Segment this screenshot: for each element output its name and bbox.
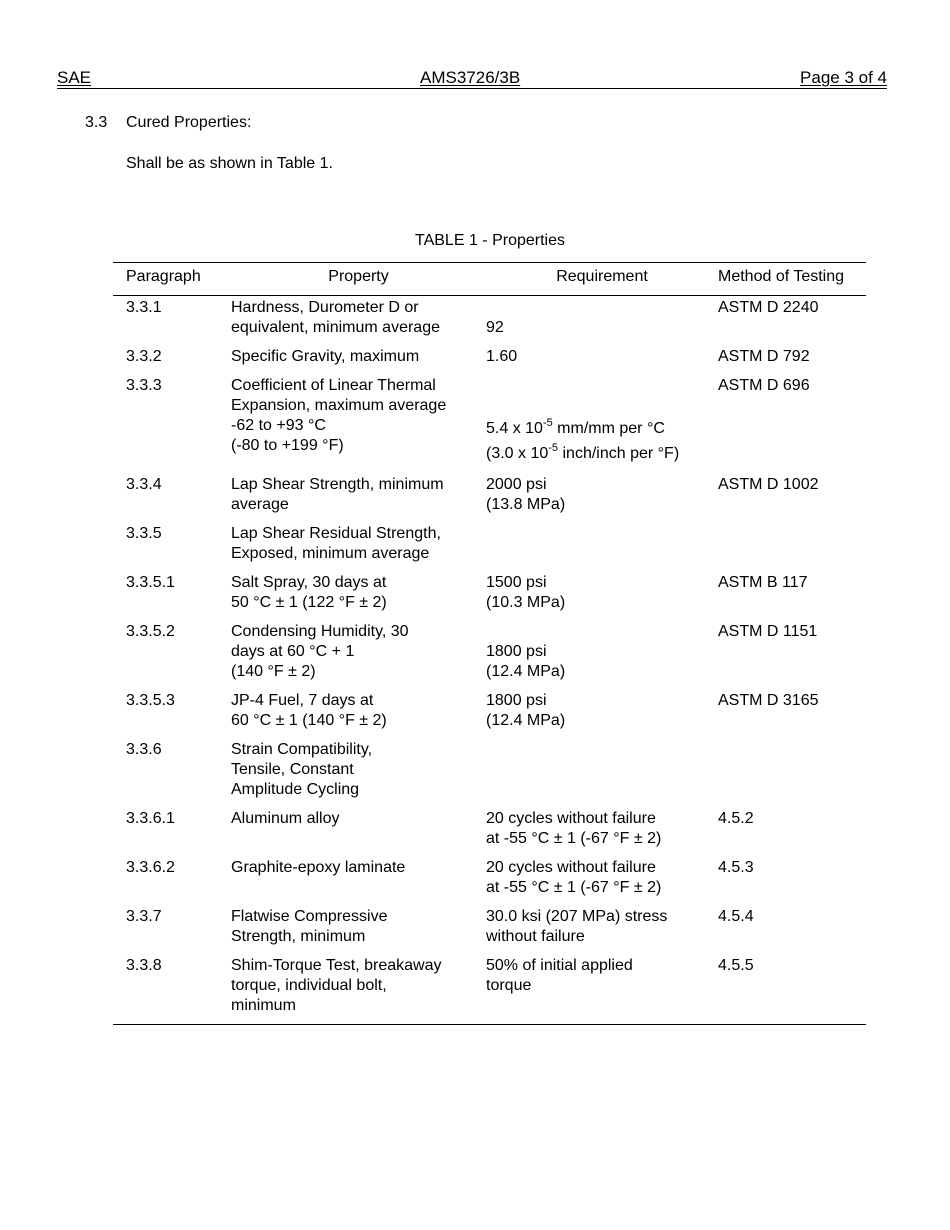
column-header-requirement: Requirement (486, 263, 718, 296)
table-row (113, 376, 866, 475)
cell-requirement (486, 376, 718, 475)
requirement-line: torque (486, 977, 532, 994)
property-line: Flatwise Compressive (231, 908, 388, 925)
requirement-base: (3.0 x 10 (486, 445, 549, 462)
cell-requirement (486, 907, 718, 956)
cell-property (231, 740, 486, 809)
property-line: Coefficient of Linear Thermal (231, 377, 436, 394)
cell-paragraph: 3.3.5.3 (126, 692, 175, 709)
cell-method: ASTM D 2240 (718, 299, 819, 316)
cell-property (231, 956, 486, 1025)
cell-requirement (486, 809, 718, 858)
cell-method: ASTM D 792 (718, 348, 810, 365)
requirement-line: (12.4 MPa) (486, 663, 566, 680)
cell-property (231, 809, 486, 858)
requirement-line: 20 cycles without failure (486, 859, 656, 876)
cell-requirement (486, 691, 718, 740)
property-line: Aluminum alloy (231, 810, 340, 827)
table-row (113, 475, 866, 524)
properties-table-wrapper (113, 262, 866, 1025)
property-line: 60 °C ± 1 (140 °F ± 2) (231, 712, 387, 729)
column-header-paragraph: Paragraph (113, 263, 231, 296)
table-row (113, 956, 866, 1025)
requirement-line: 1800 psi (486, 692, 547, 709)
property-line: Lap Shear Residual Strength, (231, 525, 441, 542)
cell-paragraph: 3.3.2 (126, 348, 162, 365)
requirement-line: 20 cycles without failure (486, 810, 656, 827)
property-line: days at 60 °C + 1 (231, 643, 355, 660)
property-line: Strain Compatibility, (231, 741, 373, 758)
cell-paragraph: 3.3.6 (126, 741, 162, 758)
cell-property (231, 475, 486, 524)
cell-requirement (486, 524, 718, 573)
property-line: 50 °C ± 1 (122 °F ± 2) (231, 594, 387, 611)
table-title: TABLE 1 - Properties (415, 232, 565, 249)
requirement-line: at -55 °C ± 1 (-67 °F ± 2) (486, 830, 662, 847)
cell-requirement (486, 956, 718, 1025)
table-row (113, 524, 866, 573)
cell-property (231, 622, 486, 691)
cell-requirement (486, 347, 718, 376)
property-line: Lap Shear Strength, minimum (231, 476, 444, 493)
cell-method: ASTM D 696 (718, 377, 810, 394)
property-line: Graphite-epoxy laminate (231, 859, 406, 876)
cell-requirement (486, 858, 718, 907)
requirement-line: 50% of initial applied (486, 957, 633, 974)
requirement-line: 1800 psi (486, 643, 547, 660)
cell-method: 4.5.5 (718, 956, 866, 1025)
property-line: Specific Gravity, maximum (231, 348, 420, 365)
section-number: 3.3 (85, 114, 108, 131)
section-title: Cured Properties: (126, 114, 252, 131)
requirement-exponent: -5 (548, 442, 559, 454)
property-line: Shim-Torque Test, breakaway (231, 957, 442, 974)
requirement-line (486, 441, 718, 466)
cell-property (231, 347, 486, 376)
cell-paragraph: 3.3.3 (126, 377, 162, 394)
requirement-line: (12.4 MPa) (486, 712, 566, 729)
cell-method: ASTM D 3165 (718, 692, 819, 709)
requirement-line: (10.3 MPa) (486, 594, 566, 611)
property-line: torque, individual bolt, (231, 977, 387, 994)
requirement-base: 5.4 x 10 (486, 420, 543, 437)
cell-paragraph: 3.3.5.1 (126, 574, 175, 591)
property-line: Salt Spray, 30 days at (231, 574, 387, 591)
property-line: (-80 to +199 °F) (231, 437, 344, 454)
table-row (113, 622, 866, 691)
cell-requirement (486, 740, 718, 809)
cell-requirement (486, 573, 718, 622)
cell-paragraph: 3.3.6.2 (126, 859, 175, 876)
table-row (113, 907, 866, 956)
property-line: Strength, minimum (231, 928, 366, 945)
section-body: Shall be as shown in Table 1. (126, 155, 333, 172)
property-line: Tensile, Constant (231, 761, 354, 778)
property-line: average (231, 496, 289, 513)
table-header-row (113, 263, 866, 296)
requirement-line: 2000 psi (486, 476, 547, 493)
property-line: Exposed, minimum average (231, 545, 430, 562)
cell-requirement (486, 475, 718, 524)
property-line: (140 °F ± 2) (231, 663, 316, 680)
cell-method: ASTM B 117 (718, 574, 808, 591)
cell-paragraph: 3.3.1 (126, 299, 162, 316)
header-page-number: Page 3 of 4 (800, 68, 887, 87)
table-body (113, 296, 866, 1025)
cell-requirement (486, 296, 718, 348)
cell-paragraph: 3.3.5 (126, 525, 162, 542)
cell-paragraph: 3.3.8 (113, 956, 231, 1025)
properties-table (113, 262, 866, 1025)
requirement-line: (13.8 MPa) (486, 496, 566, 513)
cell-paragraph: 3.3.6.1 (126, 810, 175, 827)
cell-method: ASTM D 1002 (718, 476, 819, 493)
table-row (113, 740, 866, 809)
table-row (113, 858, 866, 907)
column-header-property: Property (231, 263, 486, 296)
table-row (113, 296, 866, 348)
requirement-line: 92 (486, 319, 504, 336)
cell-property (231, 858, 486, 907)
property-line: -62 to +93 °C (231, 417, 326, 434)
cell-property (231, 296, 486, 348)
cell-property (231, 524, 486, 573)
requirement-line: at -55 °C ± 1 (-67 °F ± 2) (486, 879, 662, 896)
property-line: Condensing Humidity, 30 (231, 623, 409, 640)
table-row (113, 691, 866, 740)
cell-method (718, 524, 866, 573)
cell-property (231, 691, 486, 740)
cell-method: 4.5.2 (718, 810, 754, 827)
table-row (113, 347, 866, 376)
requirement-line (486, 416, 718, 441)
property-line: equivalent, minimum average (231, 319, 440, 336)
cell-method: 4.5.3 (718, 859, 754, 876)
cell-method: 4.5.4 (718, 908, 754, 925)
property-line: JP-4 Fuel, 7 days at (231, 692, 374, 709)
column-header-method: Method of Testing (718, 263, 866, 296)
property-line: minimum (231, 997, 296, 1014)
cell-method: ASTM D 1151 (718, 623, 818, 640)
property-line: Amplitude Cycling (231, 781, 360, 798)
requirement-line: 30.0 ksi (207 MPa) stress (486, 908, 668, 925)
requirement-line: 1500 psi (486, 574, 547, 591)
requirement-exponent: -5 (542, 417, 553, 429)
table-row (113, 573, 866, 622)
table-row (113, 809, 866, 858)
header-org: SAE (57, 68, 92, 87)
cell-property (231, 573, 486, 622)
cell-paragraph: 3.3.7 (126, 908, 162, 925)
header-doc-number: AMS3726/3B (420, 68, 521, 87)
cell-property (231, 907, 486, 956)
requirement-unit: inch/inch per °F) (558, 445, 680, 462)
requirement-line: without failure (486, 928, 585, 945)
cell-paragraph: 3.3.4 (126, 476, 162, 493)
page-header (57, 68, 887, 89)
property-line: Hardness, Durometer D or (231, 299, 419, 316)
cell-paragraph: 3.3.5.2 (126, 623, 175, 640)
cell-requirement (486, 622, 718, 691)
cell-method (718, 740, 866, 809)
cell-property (231, 376, 486, 475)
property-line: Expansion, maximum average (231, 397, 447, 414)
requirement-line: 1.60 (486, 348, 518, 365)
requirement-unit: mm/mm per °C (552, 420, 665, 437)
